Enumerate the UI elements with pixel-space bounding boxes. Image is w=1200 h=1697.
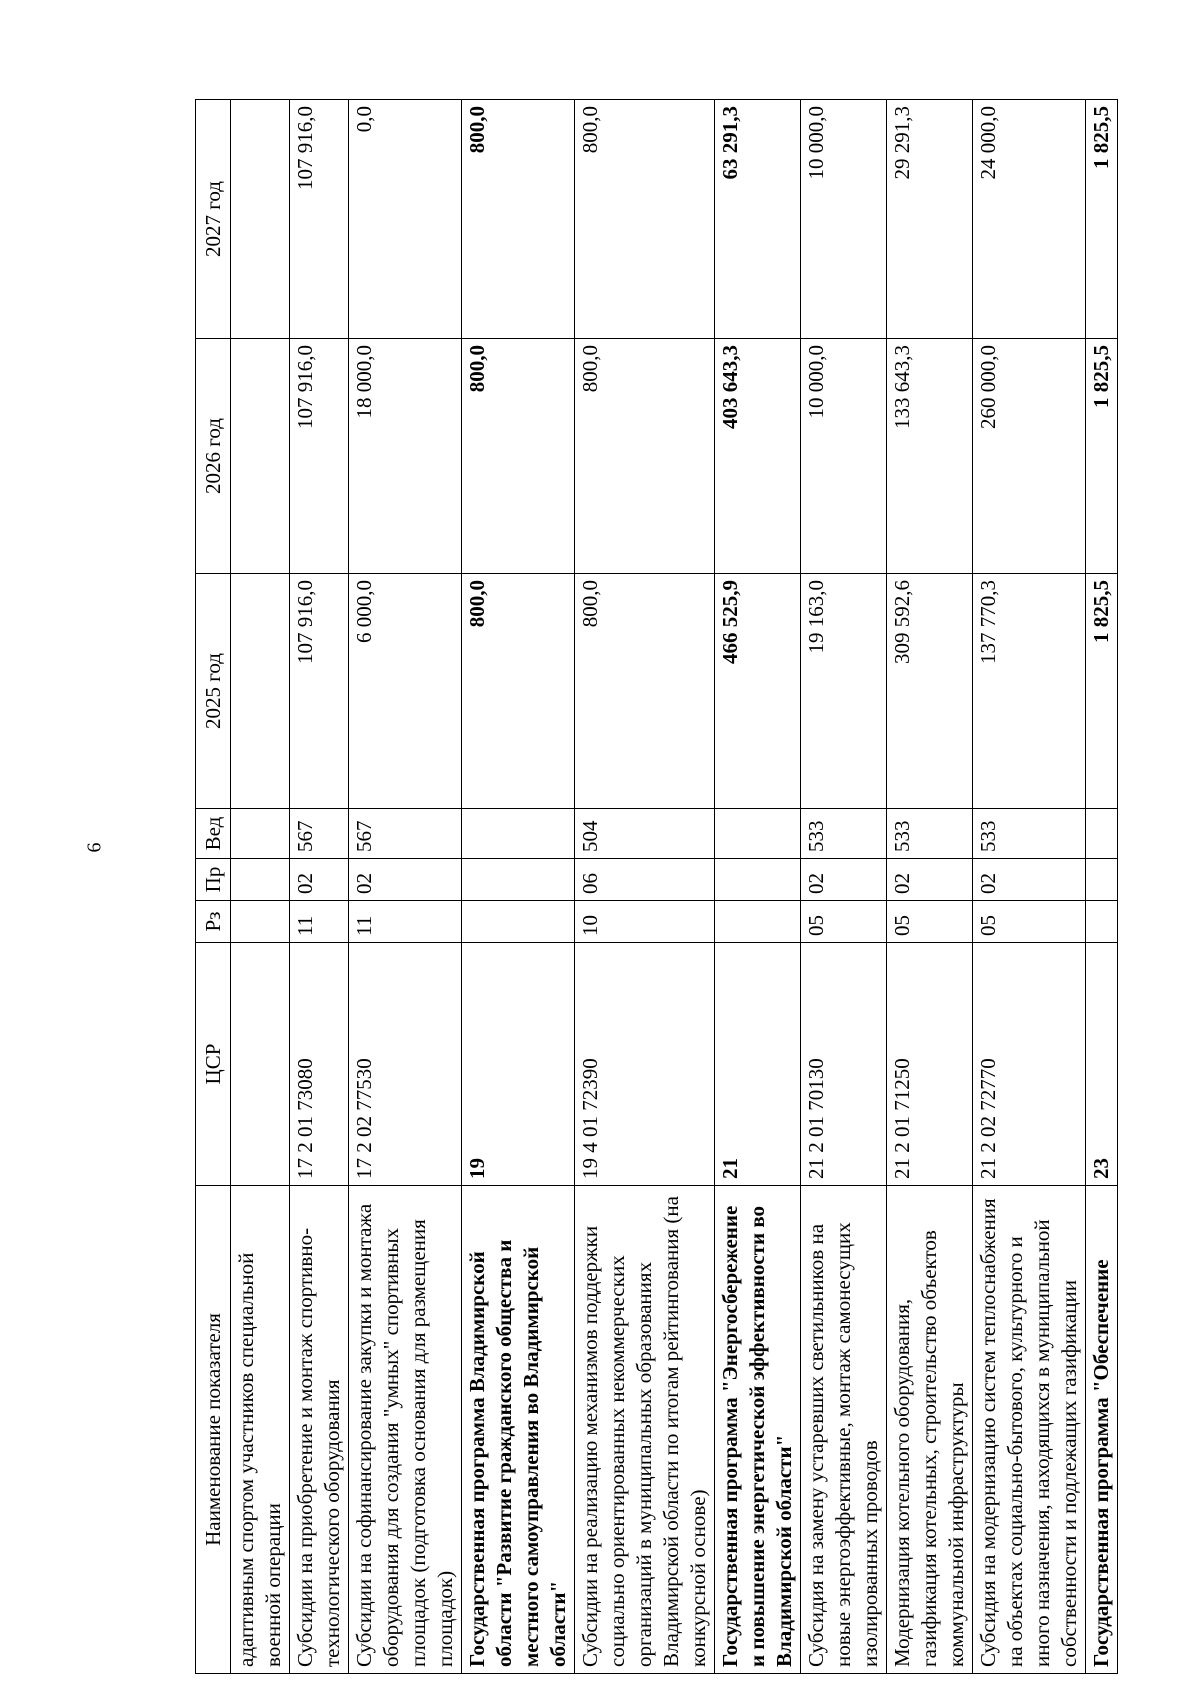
- row-csr: 21: [715, 943, 801, 1186]
- header-2026: 2026 год: [196, 339, 231, 574]
- row-pr: 02: [973, 859, 1086, 901]
- row-2025: 466 525,9: [715, 574, 801, 809]
- budget-table: [195, 99, 1118, 1674]
- table-row: [462, 100, 575, 1674]
- row-rz: 10: [575, 901, 715, 943]
- row-ved: [1086, 809, 1118, 859]
- row-pr: [462, 859, 575, 901]
- row-csr: 21 2 01 71250: [887, 943, 973, 1186]
- row-2027: 1 825,5: [1086, 100, 1118, 339]
- row-2025: 1 825,5: [1086, 574, 1118, 809]
- row-name: Модернизация котельного оборудования, газификация котельных, строительство объектов коммунальной инфраструктуры: [887, 1186, 973, 1674]
- row-2026: 800,0: [462, 339, 575, 574]
- row-ved: [462, 809, 575, 859]
- row-rz: 11: [290, 901, 349, 943]
- row-name: Субсидии на приобретение и монтаж спортивно-технологического оборудования: [290, 1186, 349, 1674]
- header-csr: ЦСР: [196, 943, 231, 1186]
- row-2027: 107 916,0: [290, 100, 349, 339]
- row-2026: 1 825,5: [1086, 339, 1118, 574]
- row-2026: 260 000,0: [973, 339, 1086, 574]
- row-2027: 63 291,3: [715, 100, 801, 339]
- row-name: Субсидии на софинансирование закупки и монтажа оборудования для создания "умных" спортивных площадок (подготовка основания для размещения площадок): [349, 1186, 462, 1674]
- row-name: Субсидии на реализацию механизмов поддержки социально ориентированных некоммерческих организаций в муниципальных образованиях Владимирской области по итогам рейтингования (на конкурсной основе): [575, 1186, 715, 1674]
- row-name: Государственная программа "Энергосбережение и повышение энергетической эффективности во Владимирской области": [715, 1186, 801, 1674]
- header-pr: Пр: [196, 859, 231, 901]
- header-2027: 2027 год: [196, 100, 231, 339]
- row-csr: 21 2 01 70130: [801, 943, 887, 1186]
- page-number: 6: [83, 842, 106, 853]
- row-2027: 0,0: [349, 100, 462, 339]
- table-row: [575, 100, 715, 1674]
- row-2026: 107 916,0: [290, 339, 349, 574]
- row-2025: 800,0: [575, 574, 715, 809]
- row-pr: 02: [290, 859, 349, 901]
- row-csr: 23: [1086, 943, 1118, 1186]
- row-2026: 403 643,3: [715, 339, 801, 574]
- row-2025: 19 163,0: [801, 574, 887, 809]
- table-row: [1086, 100, 1118, 1674]
- row-2025: 137 770,3: [973, 574, 1086, 809]
- row-2026: 800,0: [575, 339, 715, 574]
- row-ved: 533: [887, 809, 973, 859]
- row-rz: [715, 901, 801, 943]
- row-2027: [231, 100, 290, 339]
- row-pr: [231, 859, 290, 901]
- table-body: [231, 100, 1118, 1674]
- row-ved: 533: [973, 809, 1086, 859]
- row-csr: 17 2 02 77530: [349, 943, 462, 1186]
- row-name: Государственная программа "Обеспечение: [1086, 1186, 1118, 1674]
- row-csr: [231, 943, 290, 1186]
- row-2027: 29 291,3: [887, 100, 973, 339]
- table-row: [801, 100, 887, 1674]
- table-row: [290, 100, 349, 1674]
- row-2027: 10 000,0: [801, 100, 887, 339]
- table-row: [231, 100, 290, 1674]
- header-ved: Вед: [196, 809, 231, 859]
- row-rz: 05: [887, 901, 973, 943]
- row-rz: 11: [349, 901, 462, 943]
- row-rz: 05: [973, 901, 1086, 943]
- row-pr: 02: [349, 859, 462, 901]
- table-row: [715, 100, 801, 1674]
- row-2026: 10 000,0: [801, 339, 887, 574]
- row-ved: 567: [290, 809, 349, 859]
- row-2026: 133 643,3: [887, 339, 973, 574]
- row-csr: 19: [462, 943, 575, 1186]
- table-row: [887, 100, 973, 1674]
- row-pr: 02: [801, 859, 887, 901]
- row-name: адаптивным спортом участников специальной военной операции: [231, 1186, 290, 1674]
- budget-table-container: [195, 100, 1200, 1674]
- row-ved: 567: [349, 809, 462, 859]
- row-2025: 6 000,0: [349, 574, 462, 809]
- header-name: Наименование показателя: [196, 1186, 231, 1674]
- row-2025: 107 916,0: [290, 574, 349, 809]
- row-name: Государственная программа Владимирской области "Развитие гражданского общества и местного самоуправления во Владимирской области": [462, 1186, 575, 1674]
- row-2025: 800,0: [462, 574, 575, 809]
- row-2027: 800,0: [575, 100, 715, 339]
- row-2026: [231, 339, 290, 574]
- header-rz: Рз: [196, 901, 231, 943]
- row-csr: 21 2 02 72770: [973, 943, 1086, 1186]
- row-csr: 19 4 01 72390: [575, 943, 715, 1186]
- row-rz: [1086, 901, 1118, 943]
- table-row: [973, 100, 1086, 1674]
- row-pr: 06: [575, 859, 715, 901]
- row-name: Субсидия на модернизацию систем теплоснабжения на объектах социально-бытового, культурного и иного назначения, находящихся в муниципальной собственности и подлежащих газификации: [973, 1186, 1086, 1674]
- table-row: [349, 100, 462, 1674]
- row-name: Субсидия на замену устаревших светильников на новые энергоэффективные, монтаж самонесущих изолированных проводов: [801, 1186, 887, 1674]
- table-header-row: [196, 100, 231, 1674]
- row-2027: 24 000,0: [973, 100, 1086, 339]
- row-2025: [231, 574, 290, 809]
- row-rz: [462, 901, 575, 943]
- row-rz: 05: [801, 901, 887, 943]
- row-pr: 02: [887, 859, 973, 901]
- row-ved: [715, 809, 801, 859]
- row-ved: 504: [575, 809, 715, 859]
- row-2027: 800,0: [462, 100, 575, 339]
- row-csr: 17 2 01 73080: [290, 943, 349, 1186]
- row-ved: [231, 809, 290, 859]
- row-rz: [231, 901, 290, 943]
- header-2025: 2025 год: [196, 574, 231, 809]
- row-2025: 309 592,6: [887, 574, 973, 809]
- row-pr: [715, 859, 801, 901]
- row-2026: 18 000,0: [349, 339, 462, 574]
- row-ved: 533: [801, 809, 887, 859]
- row-pr: [1086, 859, 1118, 901]
